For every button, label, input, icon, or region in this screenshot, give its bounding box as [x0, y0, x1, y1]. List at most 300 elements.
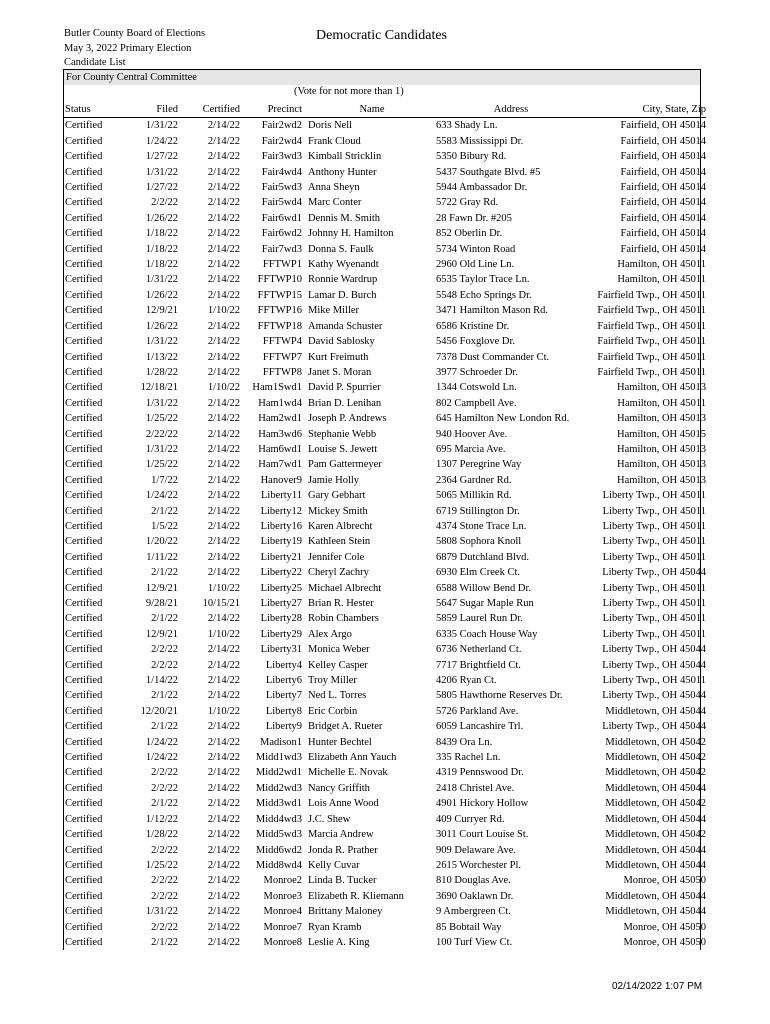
cell-address: 2615 Worchester Pl. [436, 859, 521, 871]
cell-certified: 2/14/22 [207, 490, 240, 502]
cell-status: Certified [65, 228, 103, 240]
cell-filed: 2/2/22 [151, 782, 178, 794]
table-row [64, 889, 706, 904]
list-name: Candidate List [64, 57, 126, 68]
table-row [64, 226, 706, 241]
cell-precinct: FFTWP10 [257, 274, 302, 286]
cell-filed: 1/25/22 [145, 859, 178, 871]
cell-certified: 2/14/22 [207, 443, 240, 455]
cell-city: Liberty Twp., OH 45011 [602, 520, 706, 532]
cell-status: Certified [65, 351, 103, 363]
cell-name: Elizabeth Ann Yauch [308, 752, 397, 764]
cell-certified: 2/14/22 [207, 212, 240, 224]
table-row [64, 611, 706, 626]
cell-filed: 1/5/22 [151, 520, 178, 532]
cell-filed: 1/26/22 [145, 212, 178, 224]
cell-status: Certified [65, 782, 103, 794]
cell-precinct: Ham3wd6 [258, 428, 302, 440]
cell-name: Joseph P. Andrews [308, 413, 387, 425]
cell-name: Pam Gattermeyer [308, 459, 382, 471]
cell-name: Ned L. Torres [308, 690, 367, 702]
cell-precinct: Liberty25 [260, 582, 302, 594]
cell-certified: 2/14/22 [207, 166, 240, 178]
cell-city: Middletown, OH 45044 [605, 705, 706, 717]
cell-name: Amanda Schuster [308, 320, 383, 332]
cell-status: Certified [65, 520, 103, 532]
cell-precinct: Fair3wd3 [261, 151, 302, 163]
cell-address: 5805 Hawthorne Reserves Dr. [436, 690, 563, 702]
cell-address: 695 Marcia Ave. [436, 443, 506, 455]
cell-certified: 2/14/22 [207, 798, 240, 810]
cell-certified: 2/14/22 [207, 906, 240, 918]
cell-certified: 2/14/22 [207, 767, 240, 779]
cell-name: Lois Anne Wood [308, 798, 379, 810]
cell-precinct: FFTWP16 [257, 305, 302, 317]
table-row [64, 365, 706, 380]
cell-city: Liberty Twp., OH 45011 [602, 490, 706, 502]
cell-filed: 9/28/21 [145, 598, 178, 609]
table-row [64, 719, 706, 734]
cell-city: Fairfield, OH 45014 [620, 243, 706, 255]
cell-status: Certified [65, 259, 103, 271]
cell-filed: 1/24/22 [145, 490, 178, 502]
table-row [64, 658, 706, 673]
cell-precinct: Midd4wd3 [255, 813, 302, 825]
cell-address: 7378 Dust Commander Ct. [436, 351, 550, 363]
cell-name: Kelly Cuvar [308, 859, 360, 871]
cell-name: Jennifer Cole [308, 551, 365, 563]
cell-filed: 2/2/22 [151, 659, 178, 671]
cell-status: Certified [65, 428, 103, 440]
cell-certified: 1/10/22 [207, 582, 240, 594]
cell-city: Fairfield, OH 45014 [620, 151, 706, 163]
table-row [64, 457, 706, 472]
cell-certified: 2/14/22 [207, 243, 240, 255]
cell-address: 8439 Ora Ln. [436, 736, 493, 748]
cell-precinct: Liberty21 [260, 551, 302, 563]
cell-address: 85 Bobtail Way [436, 921, 502, 933]
cell-certified: 2/14/22 [207, 120, 240, 132]
cell-status: Certified [65, 921, 103, 933]
cell-address: 2364 Gardner Rd. [436, 474, 512, 486]
cell-filed: 12/18/21 [140, 382, 178, 394]
cell-city: Middletown, OH 45042 [605, 752, 706, 764]
table-row [64, 581, 706, 596]
cell-city: Fairfield, OH 45014 [620, 228, 706, 240]
cell-certified: 2/14/22 [207, 351, 240, 363]
table-row [64, 642, 706, 657]
table-row [64, 827, 706, 842]
cell-certified: 2/14/22 [207, 320, 240, 332]
cell-status: Certified [65, 120, 103, 132]
cell-filed: 1/12/22 [145, 813, 178, 825]
cell-certified: 2/14/22 [207, 259, 240, 271]
cell-certified: 2/14/22 [207, 567, 240, 579]
cell-name: Marcia Andrew [308, 829, 374, 841]
cell-certified: 2/14/22 [207, 459, 240, 471]
table-row [64, 195, 706, 210]
cell-address: 5726 Parkland Ave. [436, 705, 519, 717]
org-name: Butler County Board of Elections [64, 28, 206, 39]
cell-precinct: Midd3wd1 [255, 798, 302, 810]
cell-status: Certified [65, 212, 103, 224]
cell-certified: 2/14/22 [207, 752, 240, 764]
cell-filed: 1/31/22 [145, 120, 178, 132]
cell-address: 6719 Stillington Dr. [436, 505, 520, 517]
cell-status: Certified [65, 721, 103, 733]
table-row [64, 596, 706, 611]
cell-precinct: Monroe3 [263, 890, 302, 902]
table-row [64, 565, 706, 580]
cell-name: Eric Corbin [308, 705, 358, 717]
column-header-status: Status [64, 102, 123, 118]
cell-filed: 1/24/22 [145, 752, 178, 764]
cell-name: Dennis M. Smith [308, 212, 381, 224]
cell-status: Certified [65, 305, 103, 317]
cell-filed: 2/22/22 [145, 428, 178, 440]
cell-precinct: Fair2wd2 [261, 120, 302, 132]
cell-city: Liberty Twp., OH 45044 [602, 567, 706, 579]
cell-status: Certified [65, 151, 103, 163]
cell-address: 1344 Cotswold Ln. [436, 382, 517, 394]
page-title: Democratic Candidates [316, 28, 448, 43]
cell-address: 335 Rachel Ln. [436, 752, 501, 764]
cell-status: Certified [65, 567, 103, 579]
cell-city: Fairfield, OH 45014 [620, 212, 706, 224]
cell-certified: 2/14/22 [207, 289, 240, 301]
cell-city: Hamilton, OH 45013 [617, 459, 706, 471]
cell-name: Kurt Freimuth [308, 351, 369, 363]
cell-address: 6535 Taylor Trace Ln. [436, 274, 530, 286]
cell-address: 100 Turf View Ct. [436, 936, 513, 948]
cell-certified: 2/14/22 [207, 366, 240, 378]
cell-filed: 2/1/22 [151, 936, 178, 948]
cell-address: 1307 Peregrine Way [436, 459, 522, 471]
cell-city: Monroe, OH 45050 [623, 936, 706, 948]
cell-precinct: Midd5wd3 [255, 829, 302, 841]
cell-address: 6588 Willow Bend Dr. [436, 582, 532, 594]
cell-filed: 2/2/22 [151, 197, 178, 209]
cell-city: Hamilton, OH 45013 [617, 413, 706, 425]
table-row [64, 442, 706, 457]
cell-address: 6335 Coach House Way [436, 628, 538, 640]
cell-city: Middletown, OH 45042 [605, 736, 706, 748]
column-header-city: City, State, Zip [586, 102, 706, 118]
cell-precinct: Liberty19 [260, 536, 302, 548]
cell-certified: 2/14/22 [207, 228, 240, 240]
cell-name: Anna Sheyn [308, 182, 360, 194]
table-row [64, 350, 706, 365]
cell-filed: 1/14/22 [145, 675, 178, 687]
cell-name: Hunter Bechtel [308, 736, 372, 748]
cell-filed: 1/31/22 [145, 443, 178, 455]
cell-name: Gary Gebhart [308, 490, 366, 502]
cell-precinct: Liberty4 [265, 659, 302, 671]
table-row [64, 396, 706, 411]
cell-status: Certified [65, 752, 103, 764]
cell-status: Certified [65, 182, 103, 194]
cell-address: 6930 Elm Creek Ct. [436, 567, 520, 579]
cell-name: Kathy Wyenandt [308, 259, 379, 271]
cell-certified: 2/14/22 [207, 890, 240, 902]
section-header: For County Central Committee [64, 70, 700, 85]
table-row [64, 735, 706, 750]
cell-address: 4206 Ryan Ct. [436, 675, 497, 687]
cell-precinct: FFTWP4 [262, 336, 302, 348]
cell-city: Hamilton, OH 45011 [617, 259, 706, 271]
cell-filed: 1/27/22 [145, 151, 178, 163]
cell-address: 5734 Winton Road [436, 243, 516, 255]
cell-city: Middletown, OH 45044 [605, 906, 706, 918]
table-row [64, 935, 706, 950]
cell-certified: 1/10/22 [207, 305, 240, 317]
table-row [64, 118, 706, 134]
cell-filed: 1/31/22 [145, 336, 178, 348]
cell-address: 3977 Schroeder Dr. [436, 366, 518, 378]
cell-city: Liberty Twp., OH 45011 [602, 613, 706, 625]
cell-city: Fairfield Twp., OH 45011 [597, 366, 706, 378]
cell-name: Brian D. Lenihan [308, 397, 382, 409]
cell-name: Kathleen Stein [308, 536, 371, 548]
cell-precinct: Ham7wd1 [258, 459, 302, 471]
cell-filed: 1/24/22 [145, 135, 178, 147]
cell-certified: 2/14/22 [207, 505, 240, 517]
cell-filed: 2/1/22 [151, 690, 178, 702]
cell-filed: 2/1/22 [151, 567, 178, 579]
cell-filed: 1/31/22 [145, 397, 178, 409]
cell-precinct: Liberty22 [260, 567, 302, 579]
cell-name: David P. Spurrier [308, 382, 381, 394]
cell-precinct: Fair2wd4 [261, 135, 302, 147]
cell-filed: 12/9/21 [145, 628, 178, 640]
table-row [64, 812, 706, 827]
cell-filed: 2/1/22 [151, 721, 178, 733]
table-row [64, 796, 706, 811]
cell-precinct: Fair6wd1 [261, 212, 302, 224]
cell-precinct: Midd2wd1 [255, 767, 302, 779]
cell-certified: 2/14/22 [207, 875, 240, 887]
cell-name: Alex Argo [308, 628, 352, 640]
cell-address: 645 Hamilton New London Rd. [436, 413, 570, 425]
cell-address: 909 Delaware Ave. [436, 844, 516, 856]
cell-status: Certified [65, 844, 103, 856]
table-body [64, 118, 706, 950]
cell-name: Janet S. Moran [308, 366, 372, 378]
cell-certified: 2/14/22 [207, 721, 240, 733]
cell-address: 6879 Dutchland Blvd. [436, 551, 530, 563]
cell-city: Middletown, OH 45044 [605, 782, 706, 794]
cell-name: Frank Cloud [308, 135, 361, 147]
column-header-name: Name [308, 102, 436, 118]
cell-precinct: Monroe7 [263, 921, 302, 933]
cell-filed: 1/24/22 [145, 736, 178, 748]
cell-name: Brittany Maloney [308, 906, 383, 918]
cell-address: 5808 Sophora Knoll [436, 536, 522, 548]
table-row [64, 242, 706, 257]
cell-status: Certified [65, 675, 103, 687]
cell-certified: 2/14/22 [207, 551, 240, 563]
cell-name: David Sablosky [308, 336, 375, 348]
table-row [64, 781, 706, 796]
cell-city: Hamilton, OH 45013 [617, 443, 706, 455]
cell-precinct: Fair5wd4 [261, 197, 302, 209]
table-row [64, 904, 706, 919]
cell-filed: 2/2/22 [151, 844, 178, 856]
cell-precinct: Hanover9 [260, 474, 302, 486]
cell-address: 5437 Southgate Blvd. #5 [436, 166, 541, 178]
cell-address: 4374 Stone Trace Ln. [436, 520, 527, 532]
cell-address: 940 Hoover Ave. [436, 428, 508, 440]
cell-address: 28 Fawn Dr. #205 [436, 212, 512, 224]
cell-filed: 1/26/22 [145, 320, 178, 332]
cell-certified: 10/15/21 [202, 598, 240, 609]
cell-certified: 2/14/22 [207, 474, 240, 486]
column-header-filed: Filed [123, 102, 178, 118]
cell-status: Certified [65, 690, 103, 702]
cell-status: Certified [65, 906, 103, 918]
cell-city: Middletown, OH 45044 [605, 890, 706, 902]
cell-status: Certified [65, 443, 103, 455]
cell-address: 5722 Gray Rd. [436, 197, 499, 209]
cell-address: 2418 Christel Ave. [436, 782, 515, 794]
cell-status: Certified [65, 366, 103, 378]
table-row [64, 319, 706, 334]
cell-precinct: FFTWP15 [257, 289, 302, 301]
cell-address: 6059 Lancashire Trl. [436, 721, 524, 733]
cell-filed: 1/13/22 [145, 351, 178, 363]
cell-precinct: Fair4wd4 [261, 166, 302, 178]
cell-precinct: Midd2wd3 [255, 782, 302, 794]
cell-city: Middletown, OH 45042 [605, 829, 706, 841]
cell-city: Hamilton, OH 45011 [617, 274, 706, 286]
cell-filed: 2/1/22 [151, 613, 178, 625]
cell-filed: 1/7/22 [151, 474, 178, 486]
table-row [64, 858, 706, 873]
cell-name: Karen Albrecht [308, 520, 373, 532]
cell-precinct: Ham1wd4 [258, 397, 302, 409]
cell-certified: 2/14/22 [207, 813, 240, 825]
print-timestamp: 02/14/2022 1:07 PM [612, 981, 703, 992]
cell-status: Certified [65, 135, 103, 147]
table-row [64, 288, 706, 303]
cell-filed: 2/1/22 [151, 798, 178, 810]
cell-name: Troy Miller [308, 675, 357, 687]
cell-filed: 1/18/22 [145, 259, 178, 271]
cell-certified: 2/14/22 [207, 151, 240, 163]
cell-status: Certified [65, 413, 103, 425]
cell-certified: 2/14/22 [207, 936, 240, 948]
cell-name: Anthony Hunter [308, 166, 377, 178]
cell-city: Hamilton, OH 45013 [617, 382, 706, 394]
cell-precinct: Liberty31 [260, 644, 302, 656]
cell-city: Fairfield Twp., OH 45011 [597, 320, 706, 332]
cell-address: 633 Shady Ln. [436, 120, 498, 132]
cell-address: 5548 Echo Springs Dr. [436, 289, 532, 301]
cell-status: Certified [65, 582, 103, 594]
table-header-row [64, 102, 706, 118]
cell-status: Certified [65, 382, 103, 394]
cell-status: Certified [65, 936, 103, 948]
table-row [64, 473, 706, 488]
cell-status: Certified [65, 767, 103, 779]
cell-city: Liberty Twp., OH 45011 [602, 598, 706, 609]
cell-status: Certified [65, 798, 103, 810]
cell-name: Doris Nell [308, 120, 353, 132]
cell-city: Liberty Twp., OH 45044 [602, 721, 706, 733]
cell-filed: 2/2/22 [151, 644, 178, 656]
cell-certified: 2/14/22 [207, 644, 240, 656]
table-row [64, 920, 706, 935]
table-row [64, 380, 706, 395]
cell-address: 4901 Hickory Hollow [436, 798, 529, 810]
cell-name: Linda B. Tucker [308, 875, 377, 887]
cell-certified: 2/14/22 [207, 844, 240, 856]
election-name: May 3, 2022 Primary Election [64, 42, 192, 54]
cell-certified: 2/14/22 [207, 536, 240, 548]
cell-filed: 1/26/22 [145, 289, 178, 301]
cell-precinct: Monroe4 [263, 906, 302, 918]
cell-name: Johnny H. Hamilton [308, 228, 394, 240]
cell-certified: 2/14/22 [207, 413, 240, 425]
cell-certified: 2/14/22 [207, 197, 240, 209]
cell-address: 3690 Oaklawn Dr. [436, 890, 514, 902]
cell-city: Fairfield, OH 45014 [620, 182, 706, 194]
cell-precinct: Ham6wd1 [258, 443, 302, 455]
cell-precinct: FFTWP1 [262, 259, 302, 271]
cell-name: Donna S. Faulk [308, 243, 374, 255]
cell-status: Certified [65, 890, 103, 902]
cell-filed: 1/27/22 [145, 182, 178, 194]
cell-filed: 1/20/22 [145, 536, 178, 548]
cell-address: 5583 Mississippi Dr. [436, 135, 524, 147]
cell-status: Certified [65, 197, 103, 209]
cell-city: Fairfield Twp., OH 45011 [597, 351, 706, 363]
cell-precinct: Liberty8 [265, 705, 302, 717]
cell-city: Fairfield, OH 45014 [620, 166, 706, 178]
cell-status: Certified [65, 336, 103, 348]
cell-address: 3471 Hamilton Mason Rd. [436, 305, 548, 317]
cell-filed: 1/31/22 [145, 166, 178, 178]
cell-city: Liberty Twp., OH 45044 [602, 659, 706, 671]
cell-address: 5350 Bibury Rd. [436, 151, 507, 163]
cell-name: Elizabeth R. Kliemann [308, 890, 404, 902]
cell-certified: 2/14/22 [207, 736, 240, 748]
cell-city: Middletown, OH 45044 [605, 844, 706, 856]
cell-address: 802 Campbell Ave. [436, 397, 517, 409]
cell-status: Certified [65, 859, 103, 871]
cell-address: 5859 Laurel Run Dr. [436, 613, 523, 625]
cell-address: 852 Oberlin Dr. [436, 228, 503, 240]
cell-certified: 2/14/22 [207, 782, 240, 794]
cell-city: Liberty Twp., OH 45011 [602, 628, 706, 640]
cell-certified: 2/14/22 [207, 613, 240, 625]
column-header-address: Address [436, 102, 586, 118]
cell-precinct: Midd1wd3 [255, 752, 302, 764]
table-row [64, 627, 706, 642]
cell-filed: 1/25/22 [145, 459, 178, 471]
cell-city: Middletown, OH 45042 [605, 798, 706, 810]
table-row [64, 704, 706, 719]
cell-filed: 1/25/22 [145, 413, 178, 425]
candidate-table [64, 102, 706, 950]
cell-filed: 1/18/22 [145, 228, 178, 240]
cell-certified: 2/14/22 [207, 829, 240, 841]
cell-city: Monroe, OH 45050 [623, 875, 706, 887]
table-row [64, 134, 706, 149]
table-row [64, 873, 706, 888]
cell-status: Certified [65, 274, 103, 286]
cell-status: Certified [65, 289, 103, 301]
